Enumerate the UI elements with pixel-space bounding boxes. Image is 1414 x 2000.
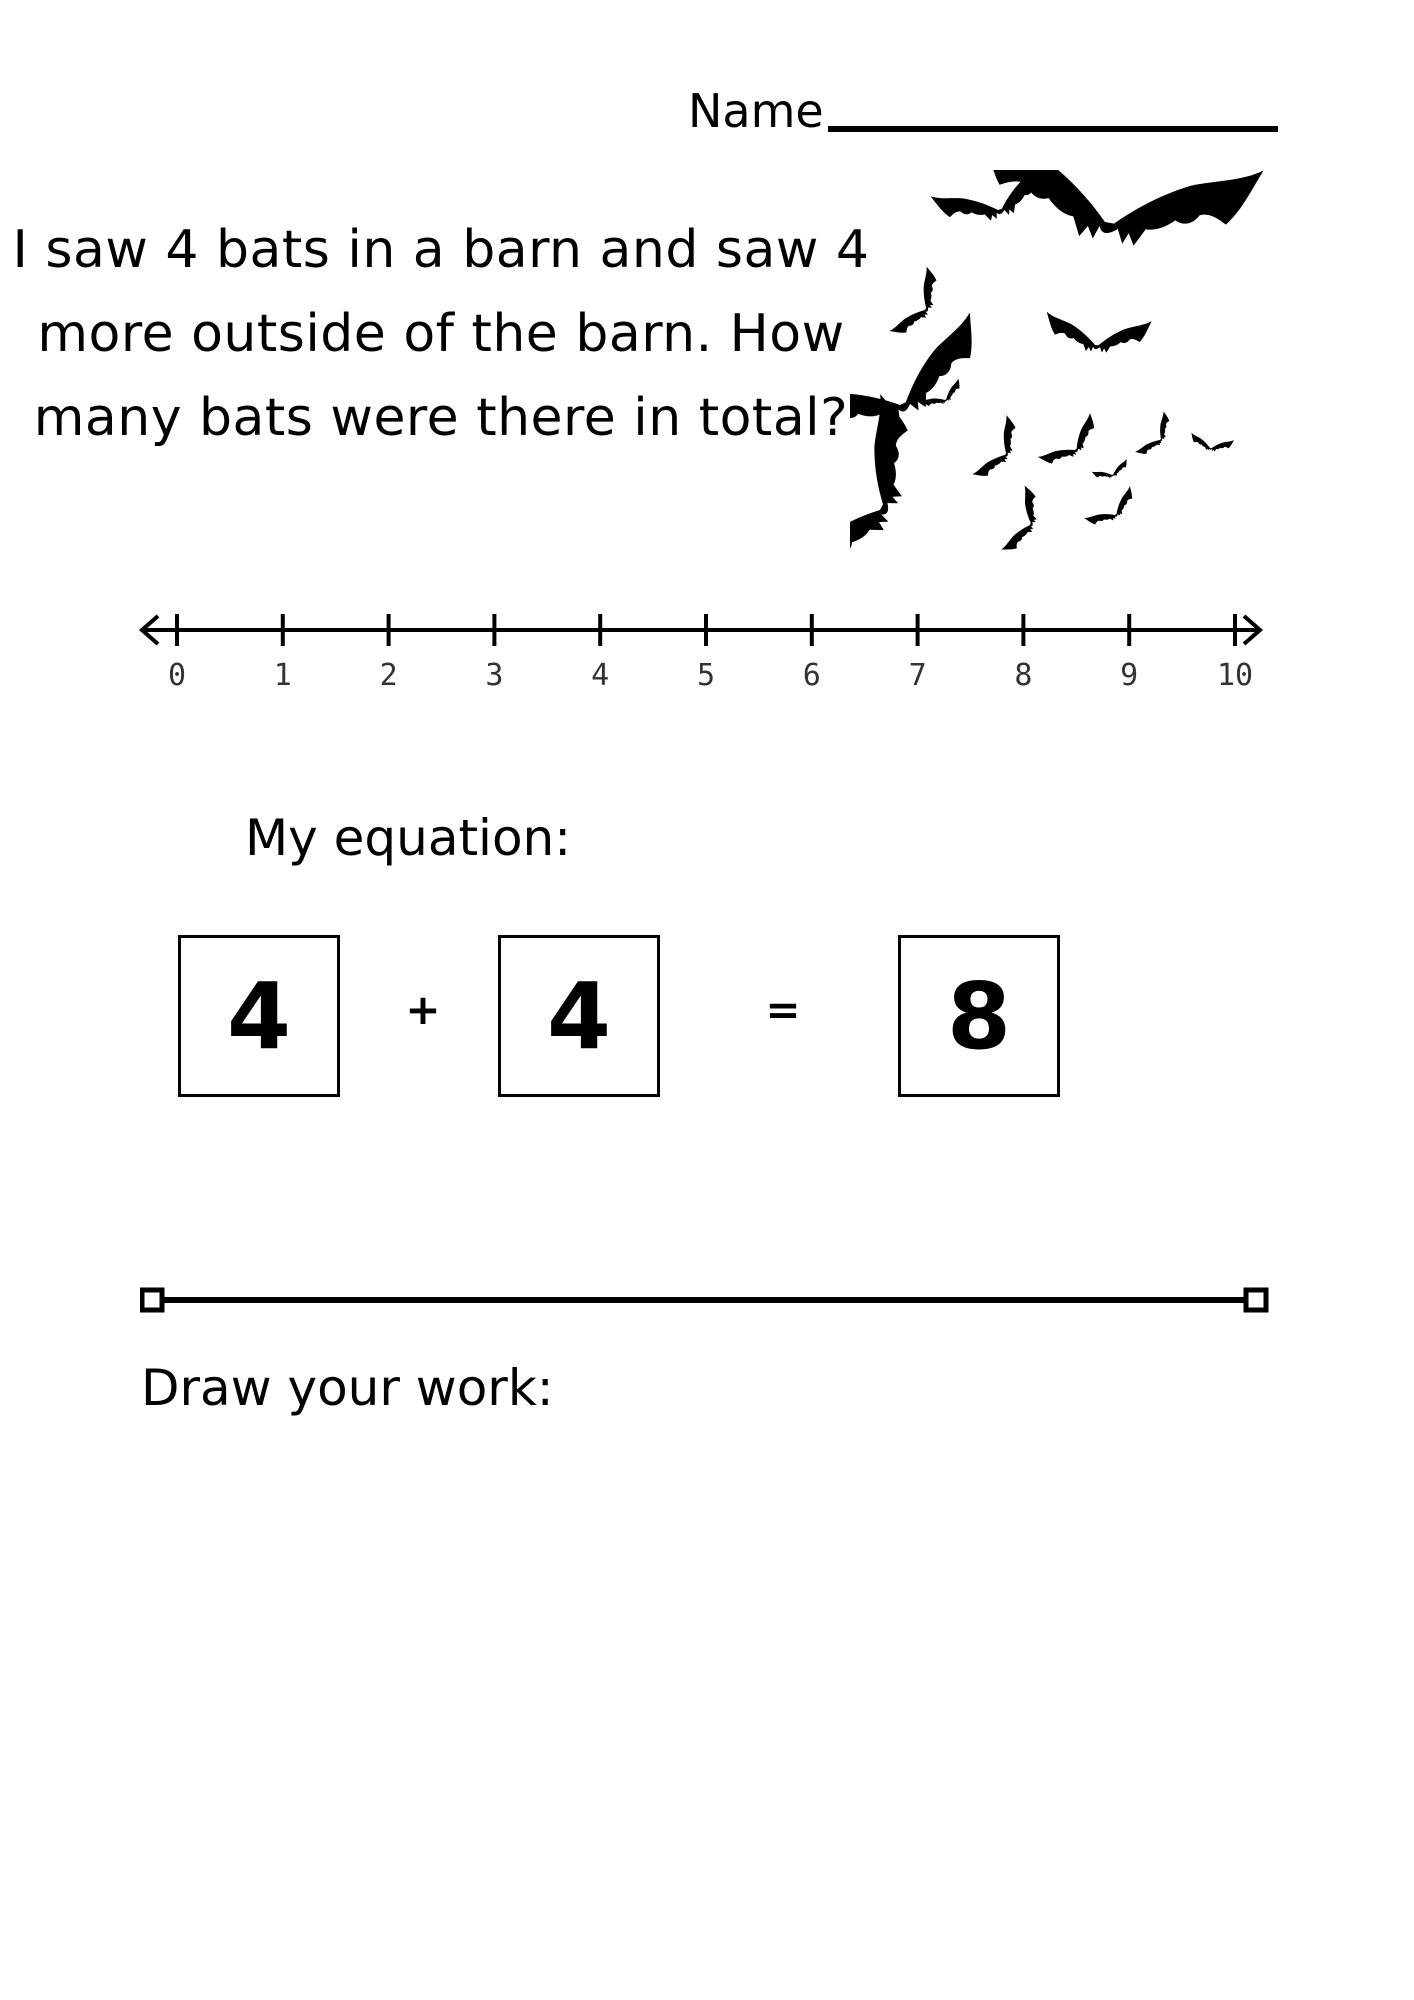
number-line-tick-label: 0 — [167, 658, 187, 693]
number-line-tick-label: 3 — [485, 658, 504, 693]
second-addend-box[interactable] — [498, 935, 660, 1097]
bat-icon — [1044, 312, 1152, 357]
bat-icon — [1001, 486, 1046, 558]
bat-icon — [930, 170, 1061, 236]
number-line-tick-label: 7 — [908, 658, 927, 693]
first-addend-box[interactable] — [178, 935, 340, 1097]
bat-icon — [972, 415, 1026, 486]
number-line-tick-label: 4 — [591, 658, 610, 693]
number-line-tick-label: 2 — [379, 658, 398, 693]
number-line-tick-label: 10 — [1216, 658, 1254, 693]
bat-icon — [1038, 413, 1105, 475]
bats-illustration — [850, 170, 1410, 590]
number-line-tick-label: 9 — [1120, 658, 1139, 693]
word-problem-line: more outside of the barn. How — [37, 304, 845, 364]
word-problem — [10, 208, 872, 460]
bat-icon — [889, 267, 948, 344]
sum-box[interactable] — [898, 935, 1060, 1097]
bat-icon — [850, 394, 939, 590]
equation-label: My equation: — [245, 809, 572, 867]
sum-value: 8 — [946, 962, 1011, 1070]
bat-icon — [1084, 486, 1141, 533]
name-field[interactable] — [688, 84, 1278, 138]
bat-icon — [1135, 411, 1177, 461]
second-addend-value: 4 — [546, 962, 611, 1070]
number-line-tick-label: 5 — [696, 658, 716, 693]
drawing-area[interactable] — [100, 1440, 1314, 1960]
name-blank-line[interactable] — [828, 126, 1278, 132]
bat-icon — [966, 170, 1264, 266]
bat-icon — [1189, 433, 1234, 455]
first-addend-value: 4 — [226, 962, 291, 1070]
plus-sign: + — [405, 985, 441, 1034]
bat-icon — [850, 312, 998, 457]
word-problem-line: I saw 4 bats in a barn and saw 4 — [12, 220, 870, 280]
number-line — [130, 600, 1280, 710]
number-line-tick-label: 1 — [273, 658, 292, 693]
word-problem-line: many bats were there in total? — [33, 388, 849, 448]
equals-sign: = — [765, 985, 801, 1034]
draw-work-label: Draw your work: — [141, 1359, 554, 1417]
bat-icon — [1092, 459, 1131, 484]
name-label: Name — [688, 84, 824, 138]
number-line-tick-label: 8 — [1014, 658, 1033, 693]
number-line-tick-label: 6 — [802, 658, 821, 693]
section-divider — [140, 1285, 1270, 1315]
